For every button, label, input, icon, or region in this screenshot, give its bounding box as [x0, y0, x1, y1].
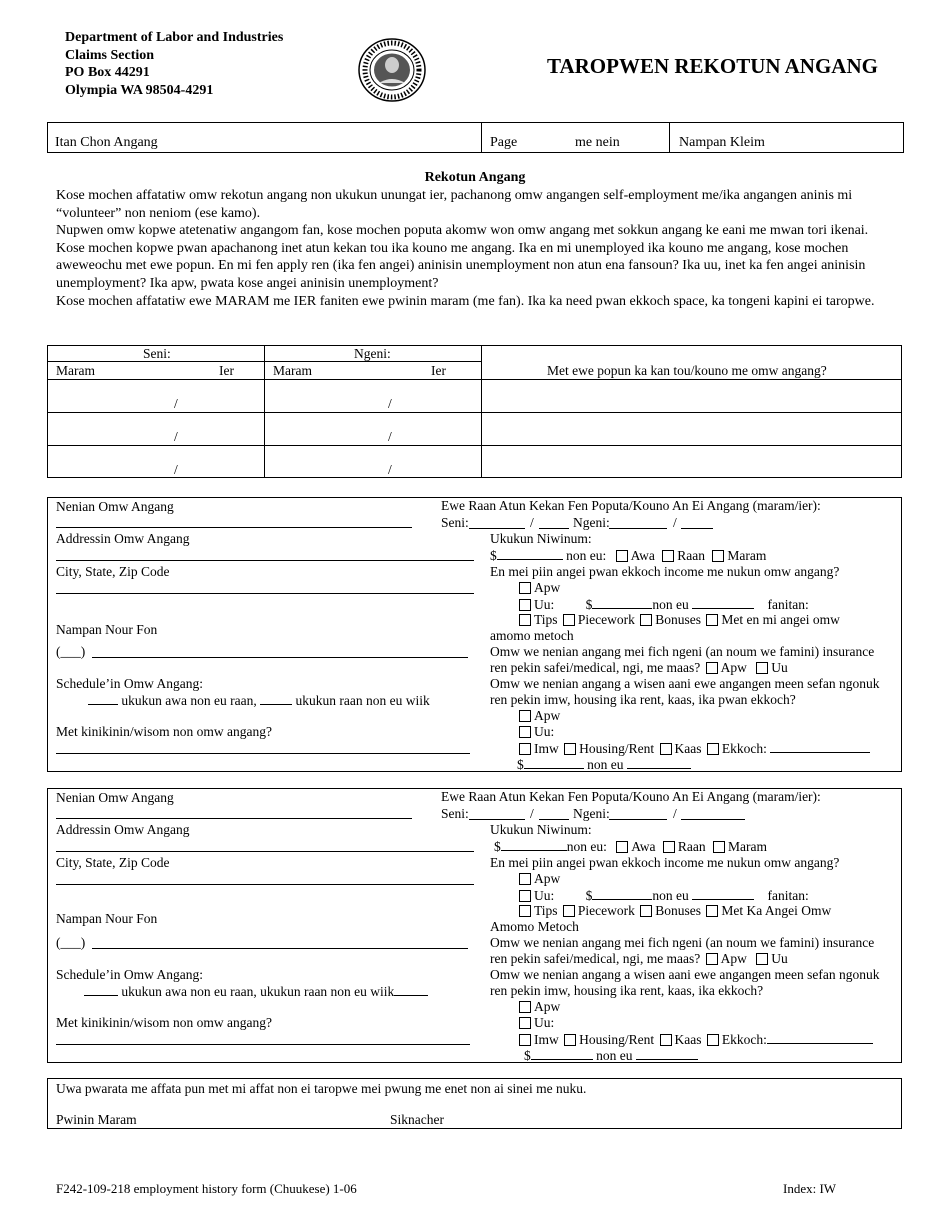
other-benefit-checkbox[interactable]	[707, 1034, 719, 1046]
duties-label: Met kinikinin/wisom non omw angang?	[56, 724, 272, 739]
insurance-question	[490, 644, 874, 676]
yes-label: Uu:	[534, 724, 555, 739]
index-code: Index: IW	[783, 1181, 837, 1196]
claim-number-label: Nampan Kleim	[679, 135, 765, 150]
other-income-question: En mei piin angei pwan ekkoch income me nukun omw angang?	[490, 564, 840, 579]
benefit-question-line: ren pekin imw, housing ika rent, kaas, ika ekkoch?	[490, 983, 764, 998]
benefit-period-field[interactable]	[627, 756, 691, 769]
signature-label: Siknacher	[390, 1112, 444, 1127]
benefit-amount	[524, 1047, 698, 1064]
piecework-checkbox[interactable]	[563, 614, 575, 626]
phone-area-code: (___)	[56, 935, 86, 950]
housing-rent-checkbox[interactable]	[564, 743, 576, 755]
dollar-sign: $	[585, 888, 593, 903]
employer-name-field[interactable]	[56, 527, 412, 528]
instructions-heading: Rekotun Angang	[424, 170, 526, 185]
phone-field[interactable]	[92, 657, 468, 658]
gap-date-slash: /	[174, 462, 178, 477]
piecework-label: Piecework	[577, 903, 635, 918]
from-month-field[interactable]	[469, 819, 525, 820]
income-period-field[interactable]	[692, 887, 754, 900]
other-benefit-field[interactable]	[767, 1031, 873, 1044]
phone-label: Nampan Nour Fon	[56, 911, 158, 926]
day-label: Raan	[677, 548, 706, 563]
other-income-type-label: Met en mi angei omw	[721, 612, 840, 627]
gap-year-header: Ier	[431, 363, 446, 378]
benefit-yes-checkbox[interactable]	[519, 1017, 531, 1029]
housing-rent-label: Housing/Rent	[579, 741, 655, 756]
dates-to-label: Ngeni:	[573, 515, 610, 530]
agency-line: Department of Labor and Industries	[65, 30, 284, 45]
per-label: non eu	[652, 888, 689, 903]
wage-amount-field[interactable]	[497, 547, 563, 560]
benefit-amount-field[interactable]	[524, 756, 584, 769]
wage-label: Ukukun Niwinum:	[490, 531, 592, 546]
benefit-types	[517, 1031, 873, 1048]
gap-date-slash: /	[388, 429, 392, 444]
schedule-label: Schedule’in Omw Angang:	[56, 967, 203, 982]
to-month-field[interactable]	[609, 528, 667, 529]
dollar-sign: $	[524, 1048, 531, 1063]
wage-label: Ukukun Niwinum:	[490, 822, 592, 837]
wage-line	[494, 838, 767, 855]
yes-label: Uu:	[534, 888, 555, 903]
per-label: non eu	[587, 757, 624, 772]
to-year-field[interactable]	[681, 528, 713, 529]
benefit-yes	[517, 724, 554, 740]
gap-year-header: Ier	[219, 363, 234, 378]
income-amount-field[interactable]	[592, 887, 652, 900]
signature-field[interactable]	[455, 1104, 895, 1126]
house-checkbox[interactable]	[519, 1034, 531, 1046]
for-label: fanitan:	[767, 597, 809, 612]
gap-date-slash: /	[174, 396, 178, 411]
income-types-continued: amomo metoch	[490, 628, 574, 643]
yes-label: Uu:	[534, 1015, 555, 1030]
benefit-amount-field[interactable]	[531, 1047, 593, 1060]
other-income-no-checkbox[interactable]	[519, 582, 531, 594]
day-label: Raan	[677, 839, 706, 854]
insurance-question	[490, 935, 874, 967]
other-benefit-checkbox[interactable]	[707, 743, 719, 755]
insurance-question-line: Omw we nenian angang mei fich ngeni (an noum we famini) insurance	[490, 935, 875, 950]
employment-dates-label: Ewe Raan Atun Kekan Fen Poputa/Kouno An Ei Angang (maram/ier):	[441, 789, 821, 804]
other-income-no-checkbox[interactable]	[519, 873, 531, 885]
other-income-type-label: Met Ka Angei Omw	[721, 903, 832, 918]
hour-checkbox[interactable]	[616, 841, 628, 853]
car-checkbox[interactable]	[660, 1034, 672, 1046]
other-income-yes-checkbox[interactable]	[519, 890, 531, 902]
employer-address-label: Addressin Omw Angang	[56, 822, 190, 837]
gap-row-1[interactable]	[48, 380, 901, 412]
house-label: Imw	[534, 741, 559, 756]
wage-amount-field[interactable]	[501, 838, 567, 851]
income-period-field[interactable]	[692, 596, 754, 609]
from-month-field[interactable]	[469, 528, 525, 529]
certification-statement: Uwa pwarata me affata pun met mi affat non ei taropwe mei pwung me enet non ai sinei me nuku.	[56, 1081, 587, 1096]
days-per-week-label: ukukun raan non eu wiik	[295, 693, 430, 708]
date-slash: /	[530, 806, 534, 821]
form-id: F242-109-218 employment history form (Chuukese) 1-06	[56, 1181, 357, 1196]
tips-label: Tips	[534, 612, 558, 627]
month-label: Maram	[728, 839, 767, 854]
employer-name-label: Nenian Omw Angang	[56, 499, 174, 514]
page-of-label: me nein	[575, 135, 620, 150]
other-income-type-checkbox[interactable]	[706, 905, 718, 917]
city-state-zip-field[interactable]	[56, 593, 474, 594]
date-field[interactable]	[145, 1104, 375, 1126]
house-label: Imw	[534, 1032, 559, 1047]
agency-address	[65, 29, 283, 99]
from-year-field[interactable]	[539, 528, 569, 529]
other-income-no	[517, 871, 560, 887]
benefit-yes-checkbox[interactable]	[519, 726, 531, 738]
other-income-yes	[517, 596, 809, 613]
no-label: Apw	[720, 660, 747, 675]
dollar-sign: $	[494, 839, 501, 854]
hour-checkbox[interactable]	[616, 550, 628, 562]
agency-line: Olympia WA 98504-4291	[65, 82, 214, 98]
per-label: non eu:	[566, 839, 607, 854]
day-checkbox[interactable]	[662, 550, 674, 562]
days-per-week-field[interactable]	[394, 983, 428, 996]
claimant-name-label: Itan Chon Angang	[55, 135, 158, 150]
gap-month-header: Maram	[56, 363, 95, 378]
schedule-line	[84, 983, 428, 1000]
dates-to-label: Ngeni:	[573, 806, 610, 821]
employment-dates-label: Ewe Raan Atun Kekan Fen Poputa/Kouno An Ei Angang (maram/ier):	[441, 498, 821, 513]
benefit-question-line: ren pekin imw, housing ika rent, kaas, ika pwan ekkoch?	[490, 692, 796, 707]
dates-from-label: Seni:	[441, 806, 469, 821]
gap-date-slash: /	[388, 462, 392, 477]
dollar-sign: $	[585, 597, 593, 612]
house-checkbox[interactable]	[519, 743, 531, 755]
insurance-question-line: ren pekin safei/medical, ngi, me maas?	[490, 951, 701, 966]
insurance-question-line: Omw we nenian angang mei fich ngeni (an noum we famini) insurance	[490, 644, 875, 659]
city-state-zip-label: City, State, Zip Code	[56, 564, 170, 579]
date-slash: /	[673, 806, 677, 821]
car-checkbox[interactable]	[660, 743, 672, 755]
dollar-sign: $	[517, 757, 524, 772]
benefit-yes	[517, 1015, 554, 1031]
benefit-amount	[517, 756, 691, 773]
phone-field[interactable]	[92, 948, 468, 949]
housing-rent-checkbox[interactable]	[564, 1034, 576, 1046]
gap-row-2[interactable]	[48, 413, 901, 445]
insurance-no-checkbox[interactable]	[706, 662, 718, 674]
no-label: Apw	[534, 708, 561, 723]
benefit-question	[490, 676, 879, 708]
insurance-yes-checkbox[interactable]	[756, 953, 768, 965]
yes-label: Uu:	[534, 597, 555, 612]
state-seal	[357, 37, 427, 103]
bonuses-checkbox[interactable]	[640, 614, 652, 626]
piecework-label: Piecework	[577, 612, 635, 627]
phone-area-code: (___)	[56, 644, 86, 659]
bonuses-label: Bonuses	[655, 612, 702, 627]
gap-to-header: Ngeni:	[354, 346, 391, 361]
hour-label: Awa	[630, 548, 655, 563]
other-income-type-checkbox[interactable]	[706, 614, 718, 626]
hours-per-day-label: ukukun awa non eu raan,	[121, 693, 257, 708]
insurance-question-line: ren pekin safei/medical, ngi, me maas?	[490, 660, 701, 675]
per-label: non eu	[652, 597, 689, 612]
claim-number-field[interactable]	[780, 124, 900, 151]
tips-label: Tips	[534, 903, 558, 918]
agency-line: PO Box 44291	[65, 65, 150, 80]
housing-rent-label: Housing/Rent	[579, 1032, 655, 1047]
per-label: non eu:	[566, 548, 607, 563]
wage-line	[490, 547, 766, 564]
to-year-field[interactable]	[681, 819, 745, 820]
date-slash: /	[673, 515, 677, 530]
instructions	[56, 187, 896, 310]
gap-reason-header: Met ewe popun ka kan tou/kouno me omw angang?	[547, 363, 827, 378]
day-checkbox[interactable]	[663, 841, 675, 853]
page-total-field[interactable]	[630, 124, 665, 151]
yes-label: Uu	[771, 951, 788, 966]
gap-month-header: Maram	[273, 363, 312, 378]
schedule-line	[88, 692, 430, 709]
tips-checkbox[interactable]	[519, 905, 531, 917]
bonuses-checkbox[interactable]	[640, 905, 652, 917]
from-year-field[interactable]	[539, 819, 569, 820]
gap-row-3[interactable]	[48, 446, 901, 477]
hours-per-day-field[interactable]	[84, 983, 118, 996]
no-label: Apw	[534, 871, 561, 886]
benefit-no-checkbox[interactable]	[519, 1001, 531, 1013]
duties-field[interactable]	[56, 1044, 470, 1045]
employer-name-label: Nenian Omw Angang	[56, 790, 174, 805]
income-amount-field[interactable]	[592, 596, 652, 609]
benefit-question-line: Omw we nenian angang a wisen aani ewe angangen meen sefan ngonuk	[490, 967, 880, 982]
dates-from-label: Seni:	[441, 515, 469, 530]
date-slash: /	[530, 515, 534, 530]
month-label: Maram	[727, 548, 767, 563]
schedule-label: Schedule’in Omw Angang:	[56, 676, 203, 691]
instructions-paragraph: Kose mochen affatatiw ewe MARAM me IER faniten ewe pwinin maram (me fan). Ika ka need pwan ekkoch space, ka tongeni kapini ei taropwe.	[56, 293, 875, 309]
no-label: Apw	[534, 580, 561, 595]
no-label: Apw	[534, 999, 561, 1014]
car-label: Kaas	[674, 741, 702, 756]
duties-field[interactable]	[56, 753, 470, 754]
per-label: non eu	[596, 1048, 633, 1063]
form-title: TAROPWEN REKOTUN ANGANG	[547, 54, 878, 78]
benefit-no	[517, 999, 560, 1015]
to-month-field[interactable]	[609, 819, 667, 820]
insurance-yes-checkbox[interactable]	[756, 662, 768, 674]
tips-checkbox[interactable]	[519, 614, 531, 626]
benefit-question	[490, 967, 879, 999]
agency-line: Claims Section	[65, 47, 155, 63]
insurance-no-checkbox[interactable]	[706, 953, 718, 965]
car-label: Kaas	[674, 1032, 702, 1047]
bonuses-label: Bonuses	[655, 903, 702, 918]
no-label: Apw	[720, 951, 747, 966]
income-types-continued: Amomo Metoch	[490, 919, 579, 934]
for-label: fanitan:	[767, 888, 809, 903]
benefit-no	[517, 708, 560, 724]
other-benefit-field[interactable]	[770, 740, 870, 753]
instructions-paragraph: Kose mochen affatatiw omw rekotun angang non ukukun unungat ier, pachanong omw angangen self-employment me/ika angangen aninis mi “volunteer” non neniom (ese kamo).	[56, 188, 853, 221]
dollar-sign: $	[490, 548, 497, 563]
piecework-checkbox[interactable]	[563, 905, 575, 917]
instructions-paragraph: Nupwen omw kopwe atetenatiw angangom fan, kose mochen poputa akomw won omw angang met sokkun angang ke eani me mwan tori ikenai. Kose mochen kopwe pwan apachanong inet atun kekan tou ika kouno me angang. Ika en mi unemployed ika kouno me angang, kose mochen aweweochu met ewe popun. En mi fen apply ren (ika fen angei) aninisin unemployment non atun ena fansoun? Ika uu, inet ka fen angei aninisin unemployment? Ika apw, pwata kose angei aninisin unemployment?	[56, 223, 869, 291]
claimant-name-field[interactable]	[180, 124, 476, 151]
hours-per-day-field[interactable]	[88, 692, 118, 705]
other-income-question: En mei piin angei pwan ekkoch income me nukun omw angang?	[490, 855, 840, 870]
benefit-types	[517, 740, 870, 757]
date-label: Pwinin Maram	[56, 1112, 137, 1127]
gap-date-slash: /	[388, 396, 392, 411]
benefit-period-field[interactable]	[636, 1047, 698, 1060]
days-per-week-field[interactable]	[260, 692, 292, 705]
employer-address-field[interactable]	[56, 851, 474, 852]
other-benefit-label: Ekkoch:	[721, 1032, 767, 1047]
income-types	[517, 903, 831, 919]
hour-label: Awa	[631, 839, 656, 854]
employer-address-field[interactable]	[56, 560, 474, 561]
employer-name-field[interactable]	[56, 818, 412, 819]
month-checkbox[interactable]	[713, 841, 725, 853]
page-label: Page	[490, 135, 518, 150]
city-state-zip-label: City, State, Zip Code	[56, 855, 170, 870]
other-income-no	[517, 580, 560, 596]
page-number-field[interactable]	[525, 124, 570, 151]
duties-label: Met kinikinin/wisom non omw angang?	[56, 1015, 272, 1030]
income-types	[517, 612, 840, 628]
gap-from-header: Seni:	[143, 346, 171, 361]
benefit-no-checkbox[interactable]	[519, 710, 531, 722]
other-benefit-label: Ekkoch:	[721, 741, 767, 756]
phone-label: Nampan Nour Fon	[56, 622, 158, 637]
schedule-text: ukukun awa non eu raan, ukukun raan non eu wiik	[121, 984, 395, 999]
other-income-yes-checkbox[interactable]	[519, 599, 531, 611]
employer-address-label: Addressin Omw Angang	[56, 531, 190, 546]
city-state-zip-field[interactable]	[56, 884, 474, 885]
other-income-yes	[517, 887, 809, 904]
month-checkbox[interactable]	[712, 550, 724, 562]
gap-date-slash: /	[174, 429, 178, 444]
benefit-question-line: Omw we nenian angang a wisen aani ewe angangen meen sefan ngonuk	[490, 676, 880, 691]
yes-label: Uu	[771, 660, 788, 675]
